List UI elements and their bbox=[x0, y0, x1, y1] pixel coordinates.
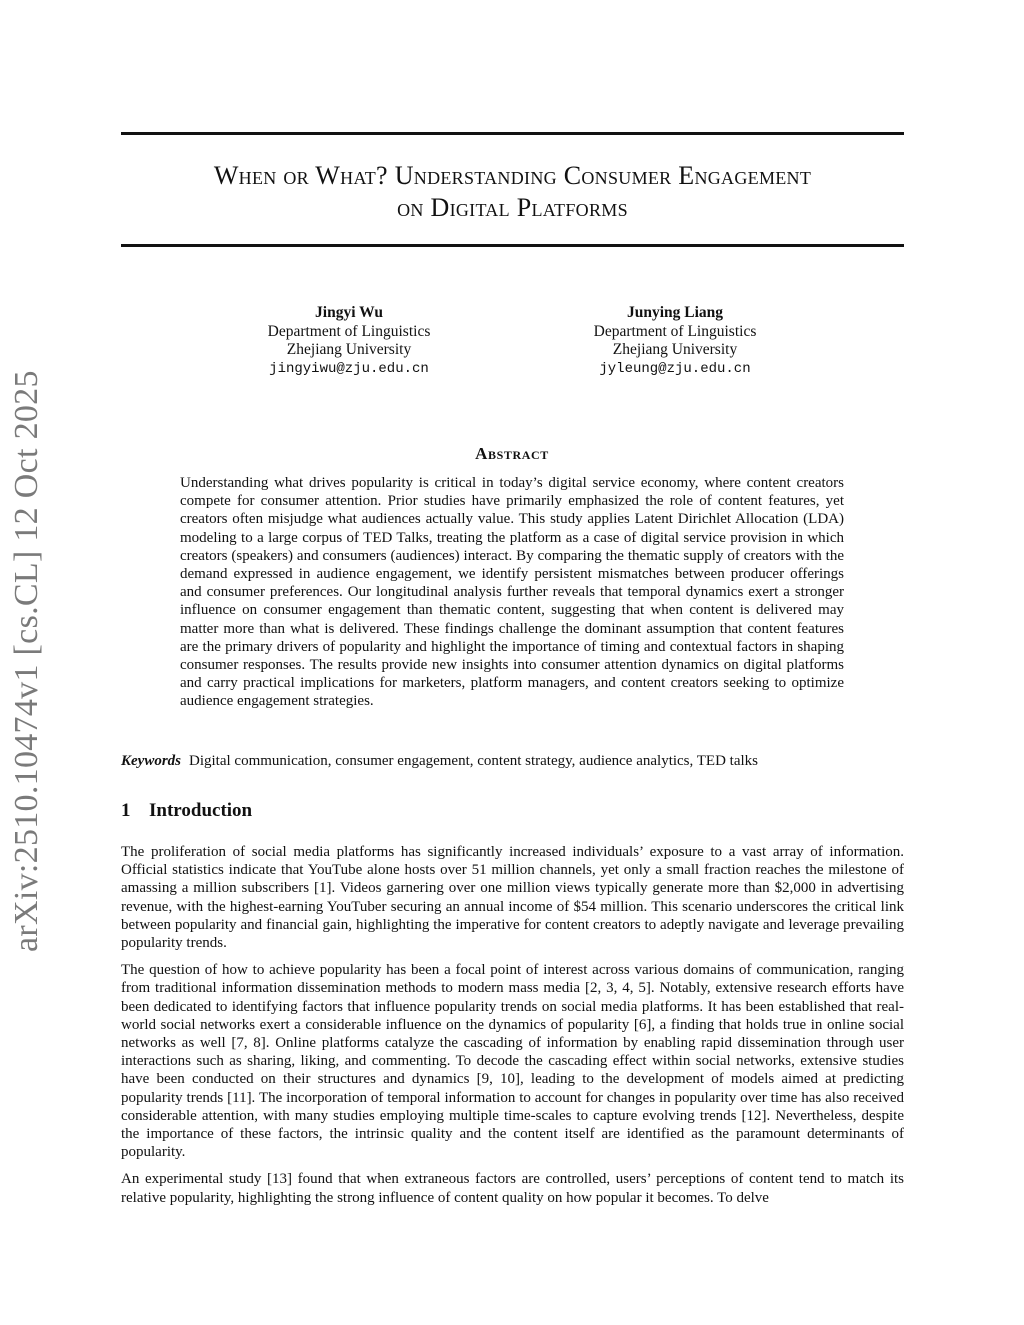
title-rule-bottom bbox=[121, 244, 904, 247]
section-number: 1 bbox=[121, 800, 131, 821]
author-name: Junying Liang bbox=[626, 304, 724, 321]
author-name: Jingyi Wu bbox=[315, 304, 383, 321]
author-block-1 bbox=[229, 304, 469, 378]
keywords-text: Digital communication, consumer engagement, content strategy, audience analytics, TED talks bbox=[189, 753, 758, 769]
abstract-heading: Abstract bbox=[475, 444, 549, 463]
paper-title-line-2: on Digital Platforms bbox=[397, 193, 628, 222]
author-block-2 bbox=[555, 304, 795, 378]
paper-title-line-1: When or What? Understanding Consumer Engagement bbox=[213, 161, 812, 190]
introduction-body bbox=[121, 843, 904, 1216]
author-email[interactable]: jingyiwu@zju.edu.cn bbox=[269, 360, 429, 377]
author-university: Zhejiang University bbox=[612, 341, 738, 358]
paper-title bbox=[121, 160, 904, 224]
section-title: Introduction bbox=[149, 800, 253, 821]
author-email[interactable]: jyleung@zju.edu.cn bbox=[599, 360, 751, 377]
paragraph: The proliferation of social media platforms has significantly increased individuals’ exposure to a vast array of information. Official statistics indicate that YouTube alone hosts over 51 million channels, yet only a small fraction reaches the milestone of amassing a million subscribers [1]. Videos garnering over one million views typically generate more than $2,000 in advertising revenue, with the highest-earning YouTuber securing an annual income of $54 million. This scenario underscores the critical link between popularity and financial gain, highlighting the imperative for content creators to adeptly navigate and leverage prevailing popularity trends. bbox=[121, 844, 904, 952]
author-university: Zhejiang University bbox=[286, 341, 412, 358]
abstract-body: Understanding what drives popularity is critical in today’s digital service economy, where content creators compete for consumer attention. Prior studies have primarily emphasized the role of content features, yet creators often misjudge what audiences actually value. This study applies Latent Dirichlet Allocation (LDA) modeling to a large corpus of TED Talks, treating the platform as a case of digital service provision in which creators (speakers) and consumers (audiences) interact. By comparing the thematic supply of creators with the demand expressed in audience engagement, we identify persistent mismatches between producer offerings and consumer preferences. Our longitudinal analysis further reveals that temporal dynamics exert a stronger influence on consumer engagement than thematic content, suggesting that when content is delivered may matter more than what is delivered. These findings challenge the dominant assumption that content features are the primary drivers of popularity and highlight the importance of timing and contextual factors in shaping consumer responses. The results provide new insights into consumer attention dynamics on digital platforms and carry practical implications for marketers, platform managers, and content creators seeking to optimize audience engagement strategies. bbox=[180, 475, 844, 710]
author-department: Department of Linguistics bbox=[593, 322, 757, 340]
paragraph: The question of how to achieve popularity has been a focal point of interest across various domains of communication, ranging from traditional information dissemination methods to modern mass media [2, 3, 4, 5]. Notably, extensive research efforts have been dedicated to identifying factors that influence popularity trends on social media platforms. It has been established that real-world social networks exert a considerable influence on the dynamics of popularity [6], a finding that holds true in online social networks as well [7, 8]. Online platforms catalyze the cascading of information by enabling rapid dissemination through user interactions such as sharing, liking, and commenting. To decode the cascading effect within social networks, extensive studies have been conducted on their structures and dynamics [9, 10], leading to the development of models aimed at predicting popularity trends [11]. The incorporation of temporal information to account for changes in popularity over time has also received considerable attention, with many studies employing multiple time-scales to capture evolving trends [12]. Nevertheless, despite the importance of these factors, the intrinsic quality and the content itself are identified as the paramount determinants of popularity. bbox=[121, 962, 904, 1161]
author-department: Department of Linguistics bbox=[267, 322, 431, 340]
keywords bbox=[121, 752, 904, 770]
title-rule-top bbox=[121, 132, 904, 135]
arxiv-stamp: arXiv:2510.10474v1 [cs.CL] 12 Oct 2025 bbox=[8, 370, 45, 952]
keywords-label: Keywords bbox=[121, 753, 181, 769]
paragraph: An experimental study [13] found that when extraneous factors are controlled, users’ perceptions of content tend to match its relative popularity, highlighting the strong influence of content quality on how popular it becomes. To delve bbox=[121, 1171, 904, 1206]
section-heading-introduction bbox=[121, 800, 252, 822]
